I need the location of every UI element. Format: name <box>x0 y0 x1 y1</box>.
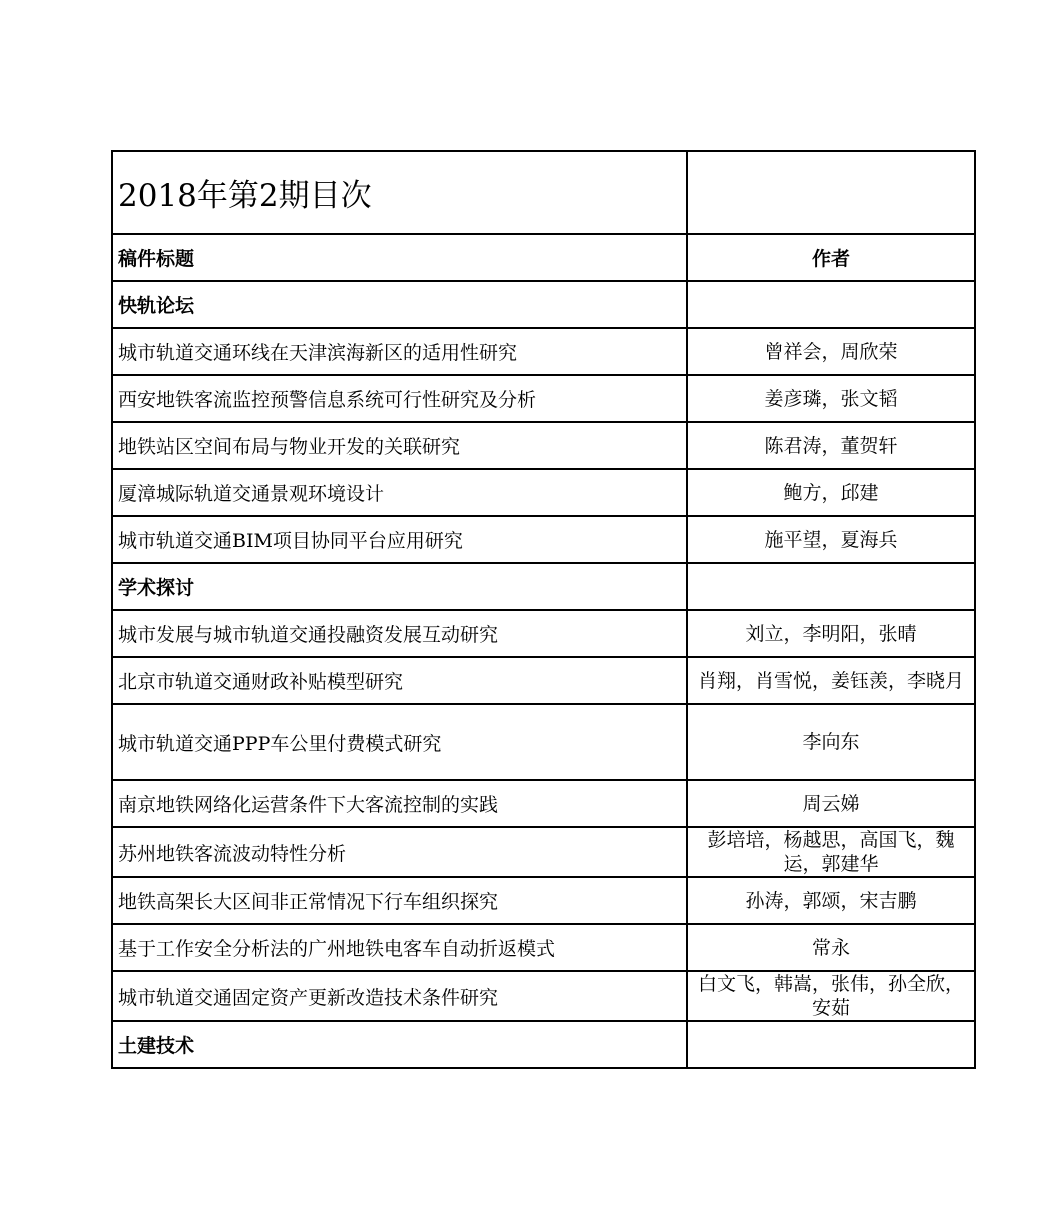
article-title: 地铁高架长大区间非正常情况下行车组织探究 <box>112 877 687 924</box>
article-authors: 李向东 <box>687 704 975 780</box>
article-authors: 白文飞，韩嵩，张伟，孙全欣，安茹 <box>687 971 975 1021</box>
empty-cell <box>687 151 975 234</box>
article-title: 城市轨道交通固定资产更新改造技术条件研究 <box>112 971 687 1021</box>
article-authors: 周云娣 <box>687 780 975 827</box>
table-row <box>112 924 975 971</box>
table-row <box>112 328 975 375</box>
article-title: 地铁站区空间布局与物业开发的关联研究 <box>112 422 687 469</box>
section-name: 快轨论坛 <box>112 281 687 328</box>
table-row <box>112 877 975 924</box>
article-title: 基于工作安全分析法的广州地铁电客车自动折返模式 <box>112 924 687 971</box>
article-title: 城市轨道交通环线在天津滨海新区的适用性研究 <box>112 328 687 375</box>
article-authors: 孙涛，郭颂，宋吉鹏 <box>687 877 975 924</box>
article-authors: 彭培培，杨越思，高国飞，魏运，郭建华 <box>687 827 975 877</box>
section-row <box>112 563 975 610</box>
toc-table <box>111 150 976 1069</box>
doc-title-cell <box>112 151 687 234</box>
table-row <box>112 610 975 657</box>
article-title: 西安地铁客流监控预警信息系统可行性研究及分析 <box>112 375 687 422</box>
article-authors: 曾祥会，周欣荣 <box>687 328 975 375</box>
article-authors: 刘立，李明阳，张晴 <box>687 610 975 657</box>
article-title: 苏州地铁客流波动特性分析 <box>112 827 687 877</box>
table-row <box>112 657 975 704</box>
section-row <box>112 281 975 328</box>
table-row <box>112 827 975 877</box>
empty-cell <box>687 563 975 610</box>
article-authors: 施平望，夏海兵 <box>687 516 975 563</box>
article-authors: 陈君涛，董贺轩 <box>687 422 975 469</box>
article-title: 城市轨道交通PPP车公里付费模式研究 <box>112 704 687 780</box>
header-title: 稿件标题 <box>112 234 687 281</box>
title-row <box>112 151 975 234</box>
table-row <box>112 704 975 780</box>
article-authors: 鲍方，邱建 <box>687 469 975 516</box>
section-name: 学术探讨 <box>112 563 687 610</box>
table-row <box>112 516 975 563</box>
empty-cell <box>687 281 975 328</box>
table-row <box>112 375 975 422</box>
doc-title: 2018年第2期目次 <box>118 178 372 214</box>
table-row <box>112 971 975 1021</box>
article-authors: 姜彦璘，张文韬 <box>687 375 975 422</box>
table-row <box>112 422 975 469</box>
section-name: 土建技术 <box>112 1021 687 1068</box>
empty-cell <box>687 1021 975 1068</box>
article-title: 北京市轨道交通财政补贴模型研究 <box>112 657 687 704</box>
article-authors: 常永 <box>687 924 975 971</box>
article-title: 厦漳城际轨道交通景观环境设计 <box>112 469 687 516</box>
table-row <box>112 469 975 516</box>
table-row <box>112 780 975 827</box>
header-author: 作者 <box>687 234 975 281</box>
article-authors: 肖翔，肖雪悦，姜钰羡，李晓月 <box>687 657 975 704</box>
article-title: 城市发展与城市轨道交通投融资发展互动研究 <box>112 610 687 657</box>
header-row <box>112 234 975 281</box>
section-row <box>112 1021 975 1068</box>
article-title: 城市轨道交通BIM项目协同平台应用研究 <box>112 516 687 563</box>
article-title: 南京地铁网络化运营条件下大客流控制的实践 <box>112 780 687 827</box>
